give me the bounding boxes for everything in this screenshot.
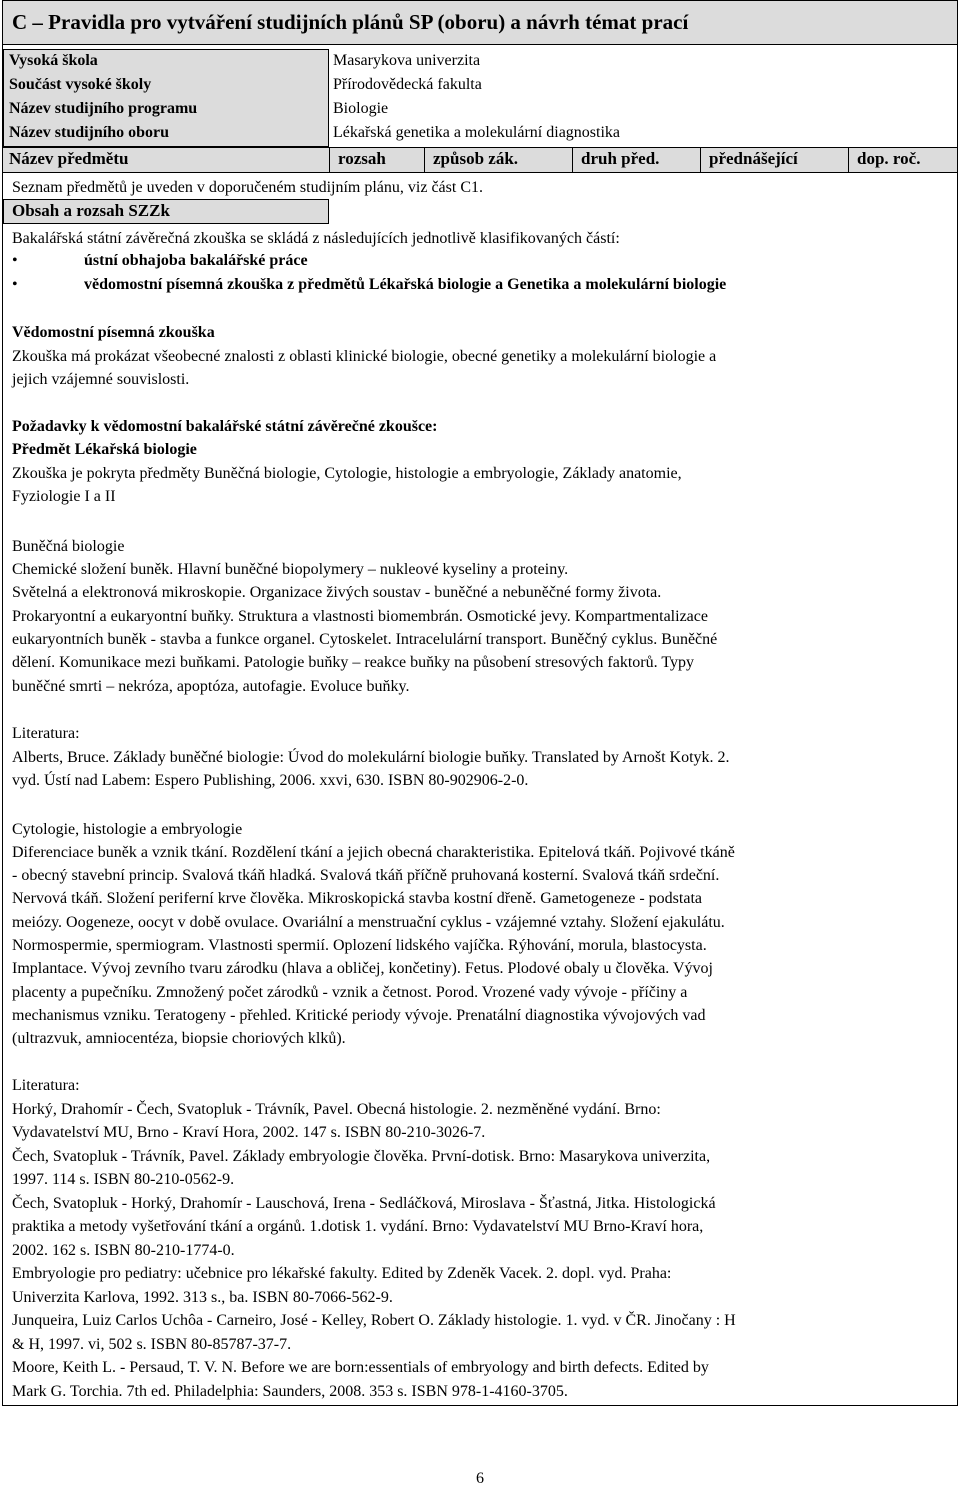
requirements-subject-heading: Předmět Lékařská biologie [12, 441, 197, 458]
histology-line: Diferenciace buněk a vznik tkání. Rozdělení tkání a jejich obecná charakteristika. Epitelová tkáň. Pojivové tkáně [12, 844, 735, 861]
literature-line: Moore, Keith L. - Persaud, T. V. N. Before we are born:essentials of embryology and birth defects. Edited by [12, 1359, 709, 1376]
literature-line: & H, 1997. vi, 502 s. ISBN 80-85787-37-7. [12, 1336, 292, 1353]
subject-header-row [3, 147, 957, 173]
literature-line: praktika a metody vyšetřování tkání a orgánů. 1.dotisk 1. vydání. Brno: Vydavatelství MU Brno-Kraví hora, [12, 1218, 704, 1235]
histology-line: placenty a pupečníku. Zmnožený počet zárodků - vznik a četnost. Porod. Vrozené vady vývoje - příčiny a [12, 984, 688, 1001]
literature-line: Čech, Svatopluk - Horký, Drahomír - Lauschová, Irena - Sedláčková, Miroslava - Šťastná, Jitka. Histologická [12, 1195, 716, 1212]
histology-line: Nervová tkáň. Složení periferní krve člověka. Mikroskopická stavba kostní dřeně. Gametogeneze - podstata [12, 890, 702, 907]
histology-line: Implantace. Vývoj zevního tvaru zárodku (hlava a obličej, končetiny). Fetus. Plodové obaly u člověka. Vývoj [12, 960, 713, 977]
requirements-line: Fyziologie I a II [12, 488, 116, 505]
subject-header-label: Název předmětu [9, 149, 129, 168]
histology-line: meiózy. Oogeneze, oocyt v době ovulace. Ovariální a menstruační cyklus - vzájemné vztahy. Složení ejakulátu. [12, 914, 725, 931]
column-header-rozsah [329, 148, 425, 172]
column-header-zpusob [425, 148, 573, 172]
page-number: 6 [476, 1470, 484, 1487]
literature-line: Mark G. Torchia. 7th ed. Philadelphia: Saunders, 2008. 353 s. ISBN 978-1-4160-3705. [12, 1383, 568, 1400]
literature-line: 1997. 114 s. ISBN 80-210-0562-9. [12, 1171, 235, 1188]
literature-line: Univerzita Karlova, 1992. 313 s., ba. ISBN 80-7066-562-9. [12, 1289, 393, 1306]
bullet: • [12, 276, 18, 293]
literature-heading: Literatura: [12, 1077, 80, 1094]
bullet: • [12, 252, 18, 269]
info-value: Biologie [333, 100, 389, 117]
subject-note: Seznam předmětů je uveden v doporučeném studijním plánu, viz část C1. [12, 179, 483, 196]
column-header-text: druh před. [581, 149, 660, 168]
info-value: Masarykova univerzita [333, 52, 481, 69]
column-header-text: přednášející [709, 149, 798, 168]
column-header-text: způsob zák. [433, 149, 519, 168]
histology-line: Normospermie, spermiogram. Vlastnosti spermií. Oplození lidského vajíčka. Rýhování, morula, blastocysta. [12, 937, 707, 954]
cell-biology-line: eukaryontních buněk - stavba a funkce organel. Cytoskelet. Intracelulární transport. Buněčný cyklus. Buněčné [12, 631, 718, 648]
written-exam-line: jejich vzájemné souvislosti. [12, 371, 190, 388]
bullet-text: vědomostní písemná zkouška z předmětů Lékařská biologie a Genetika a molekulární biologie [84, 276, 727, 293]
histology-line: - obecný stavební princip. Svalová tkáň hladká. Svalová tkáň příčně pruhovaná kosterní. Svalová tkáň srdeční. [12, 867, 720, 884]
histology-line: (ultrazvuk, amniocentéza, biopsie choriových klků). [12, 1030, 346, 1047]
info-row [3, 74, 957, 98]
literature-line: Junqueira, Luiz Carlos Uchôa - Carneiro, José - Kelley, Robert O. Základy histologie. 1. vyd. v ČR. Jinočany : H [12, 1312, 736, 1329]
cell-biology-heading: Buněčná biologie [12, 538, 125, 555]
szzk-heading-box [3, 199, 329, 224]
literature-line: vyd. Ústí nad Labem: Espero Publishing, 2006. xxvi, 630. ISBN 80-902906-2-0. [12, 772, 529, 789]
page-title: C – Pravidla pro vytváření studijních plánů SP (oboru) a návrh témat prací [12, 10, 689, 34]
info-label: Součást vysoké školy [9, 76, 152, 93]
szzk-intro: Bakalářská státní závěrečná zkouška se skládá z následujících jednotlivě klasifikovaných částí: [12, 230, 620, 247]
column-header-prednasejici [701, 148, 849, 172]
cell-biology-line: buněčné smrti – nekróza, apoptóza, autofagie. Evoluce buňky. [12, 678, 410, 695]
info-row [3, 50, 957, 74]
info-row [3, 98, 957, 122]
column-header-text: rozsah [338, 149, 386, 168]
info-value: Lékařská genetika a molekulární diagnostika [333, 124, 621, 141]
info-label: Vysoká škola [9, 52, 98, 69]
title-bar [3, 1, 957, 45]
written-exam-line: Zkouška má prokázat všeobecné znalosti z oblasti klinické biologie, obecné genetiky a molekulární biologie a [12, 348, 717, 365]
column-header-dop-roc [849, 148, 957, 172]
literature-line: Čech, Svatopluk - Trávník, Pavel. Základy embryologie člověka. První-dotisk. Brno: Masarykova univerzita, [12, 1148, 711, 1165]
literature-line: Vydavatelství MU, Brno - Kraví Hora, 2002. 147 s. ISBN 80-210-3026-7. [12, 1124, 486, 1141]
literature-line: Alberts, Bruce. Základy buněčné biologie: Úvod do molekulární biologie buňky. Translated by Arnošt Kotyk. 2. [12, 749, 730, 766]
histology-line: mechanismus vzniku. Teratogeny - přehled. Kritické periody vývoje. Prenatální diagnostika vývojových vad [12, 1007, 706, 1024]
requirements-line: Zkouška je pokryta předměty Buněčná biologie, Cytologie, histologie a embryologie, Základy anatomie, [12, 465, 682, 482]
info-label: Název studijního oboru [9, 124, 170, 141]
written-exam-heading: Vědomostní písemná zkouška [12, 324, 215, 341]
info-label: Název studijního programu [9, 100, 198, 117]
bullet-text: ústní obhajoba bakalářské práce [84, 252, 308, 269]
document-frame [2, 0, 958, 1406]
cell-biology-line: Chemické složení buněk. Hlavní buněčné biopolymery – nukleové kyseliny a proteiny. [12, 561, 569, 578]
info-row [3, 122, 957, 146]
literature-line: Embryologie pro pediatry: učebnice pro lékařské fakulty. Edited by Zdeněk Vacek. 2. dopl. vyd. Praha: [12, 1265, 672, 1282]
cell-biology-line: Prokaryontní a eukaryontní buňky. Struktura a vlastnosti biomembrán. Osmotické jevy. Kompartmentalizace [12, 608, 708, 625]
literature-line: Horký, Drahomír - Čech, Svatopluk - Trávník, Pavel. Obecná histologie. 2. nezměněné vydání. Brno: [12, 1101, 661, 1118]
cell-biology-line: Světelná a elektronová mikroskopie. Organizace živých soustav - buněčné a nebuněčné formy života. [12, 584, 662, 601]
info-value: Přírodovědecká fakulta [333, 76, 482, 93]
cell-biology-line: dělení. Komunikace mezi buňkami. Patologie buňky – reakce buňky na působení stresových faktorů. Typy [12, 654, 694, 671]
szzk-heading: Obsah a rozsah SZZk [12, 201, 170, 220]
column-header-text: dop. roč. [857, 149, 921, 168]
requirements-heading: Požadavky k vědomostní bakalářské státní závěrečné zkoušce: [12, 418, 438, 435]
literature-heading: Literatura: [12, 725, 80, 742]
histology-heading: Cytologie, histologie a embryologie [12, 821, 243, 838]
literature-line: 2002. 162 s. ISBN 80-210-1774-0. [12, 1242, 235, 1259]
column-header-druh [573, 148, 701, 172]
